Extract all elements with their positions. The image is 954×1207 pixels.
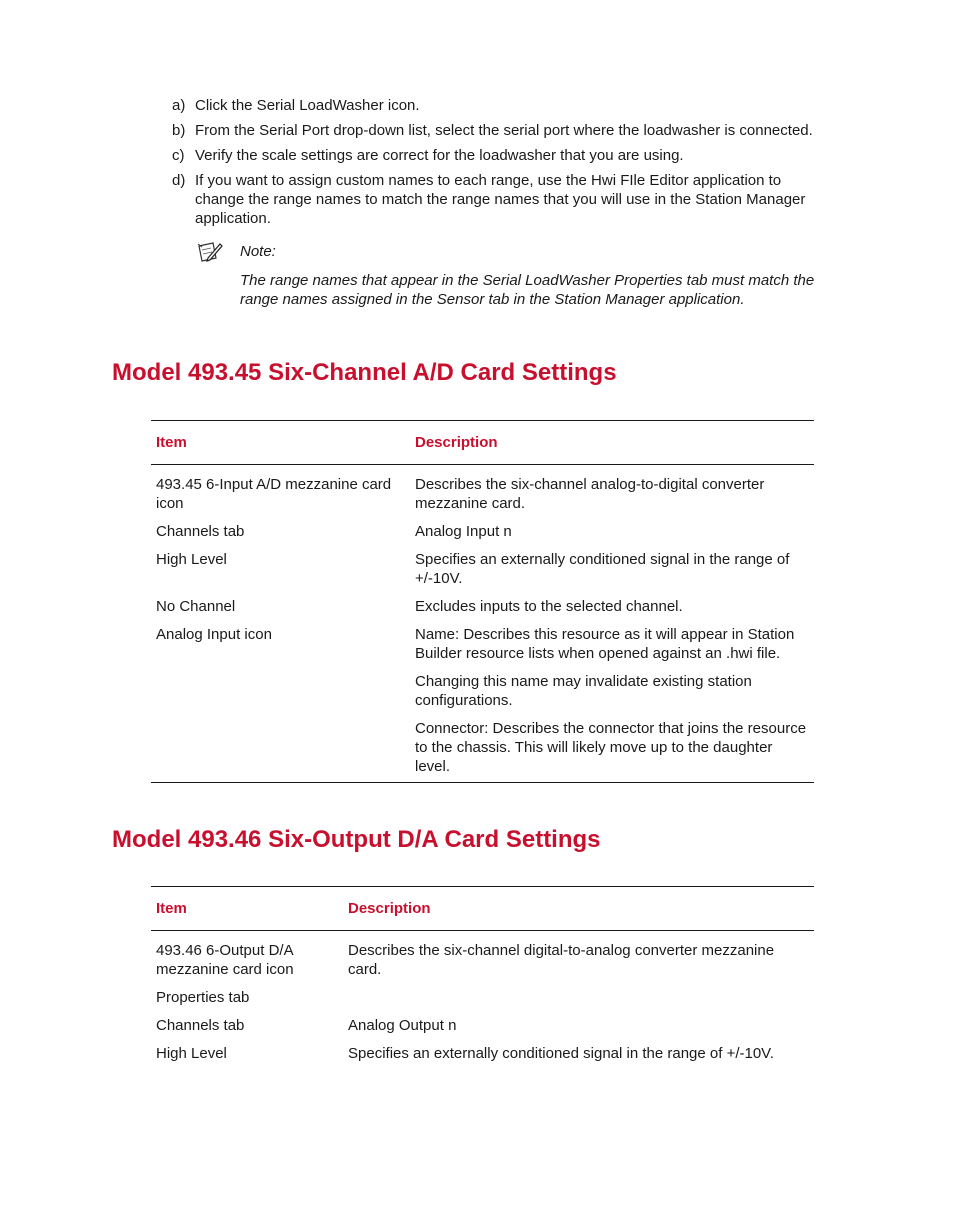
procedure-steps (172, 96, 822, 234)
step-item (172, 171, 822, 228)
description-cell: Describes the six-channel digital-to-analog converter mezzanine card. (348, 942, 775, 978)
step-text: From the Serial Port drop-down list, select the serial port where the loadwasher is connected. (195, 122, 813, 139)
description-cell: Specifies an externally conditioned signal in the range of +/-10V. (415, 551, 790, 587)
ad-card-settings-table (151, 420, 814, 783)
description-cell: Analog Input n (415, 523, 512, 540)
da-card-settings-table (151, 886, 814, 1072)
table-row (151, 988, 814, 1016)
column-header-description: Description (343, 887, 814, 931)
step-marker: a) (172, 97, 186, 114)
note-pencil-icon (196, 240, 224, 264)
step-marker: d) (172, 172, 186, 189)
section-heading-ad-card: Model 493.45 Six-Channel A/D Card Settings (112, 359, 617, 386)
step-marker: c) (172, 147, 185, 164)
item-cell: 493.46 6-Output D/A mezzanine card icon (156, 942, 294, 978)
table-row (151, 1016, 814, 1044)
description-cell: Name: Describes this resource as it will appear in Station Builder resource lists when opened against an .hwi file. Changing this name may invalidate existing station configurations. Connector: Describes the connector that joins the resource to the chassis. This will likely move up to the daughter level. (410, 625, 814, 783)
step-item (172, 121, 822, 140)
note-label: Note: (240, 243, 276, 260)
table-header-row (151, 887, 814, 931)
step-text: Click the Serial LoadWasher icon. (195, 97, 420, 114)
description-cell: Excludes inputs to the selected channel. (415, 598, 683, 615)
description-cell: Specifies an externally conditioned signal in the range of +/-10V. (348, 1045, 774, 1062)
item-cell: Channels tab (156, 1017, 245, 1034)
table-row (151, 1044, 814, 1072)
note-text: The range names that appear in the Serial LoadWasher Properties tab must match the range names assigned in the Sensor tab in the Station Manager application. (240, 272, 815, 308)
item-cell: No Channel (156, 598, 236, 615)
description-cell: Analog Output n (348, 1017, 457, 1034)
description-cell: Describes the six-channel analog-to-digital converter mezzanine card. (415, 476, 765, 512)
description-cell (343, 988, 814, 1016)
item-cell: Analog Input icon (151, 625, 410, 783)
item-cell: Properties tab (156, 989, 250, 1006)
table-row (151, 931, 814, 989)
section-heading-da-card: Model 493.46 Six-Output D/A Card Settings (112, 826, 601, 853)
step-item (172, 96, 822, 115)
step-text: If you want to assign custom names to each range, use the Hwi FIle Editor application to change the range names to match the range names that you will use in the Station Manager application. (195, 172, 806, 227)
table-row (151, 522, 814, 550)
item-cell: High Level (156, 551, 227, 568)
table-row (151, 625, 814, 783)
column-header-description: Description (410, 421, 814, 465)
step-marker: b) (172, 122, 186, 139)
table-row (151, 465, 814, 523)
item-cell: 493.45 6-Input A/D mezzanine card icon (156, 476, 392, 512)
step-text: Verify the scale settings are correct for the loadwasher that you are using. (195, 147, 684, 164)
table-row (151, 597, 814, 625)
table-row (151, 550, 814, 597)
table-header-row (151, 421, 814, 465)
column-header-item: Item (151, 421, 410, 465)
item-cell: High Level (156, 1045, 227, 1062)
column-header-item: Item (151, 887, 343, 931)
step-item (172, 146, 822, 165)
item-cell: Channels tab (156, 523, 245, 540)
